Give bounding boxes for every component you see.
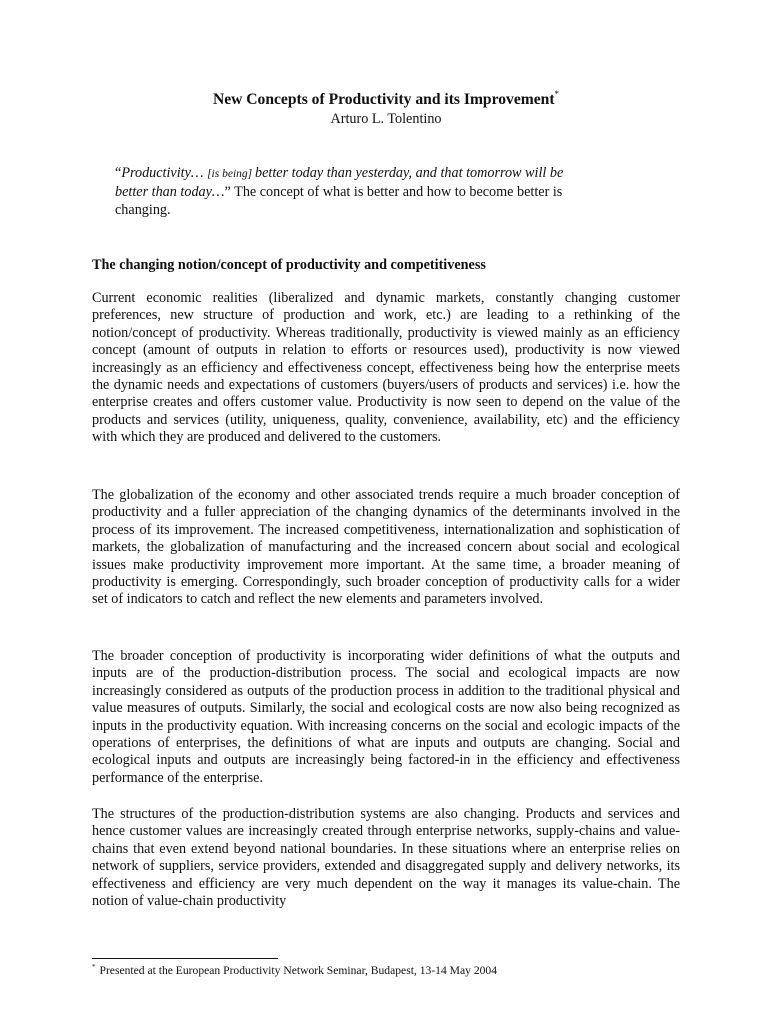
body-paragraph: The broader conception of productivity is incorporating wider definitions of what the outputs and inputs are of the production-distribution process. The social and ecological impacts are now increasingly considered as outputs of the production process in addition to the traditional physical and value measures of outputs. Similarly, the social and ecological costs are now also being recognized as inputs in the productivity equation. With increasing concerns on the social and ecologic impacts of the operations of enterprises, the definitions of what are inputs and outputs are changing. Social and ecological inputs and outputs are increasingly being factored-in in the efficiency and effectiveness performance of the enterprise. [92,648,680,786]
epigraph-open-quote: “ [115,165,122,181]
footnote-divider [92,958,278,959]
document-author: Arturo L. Tolentino [330,111,442,127]
document-title [92,90,680,110]
epigraph-plain: The concept of what is better and how to become better is changing. [115,184,563,219]
title-footnote-mark: * [554,89,560,99]
epigraph-quote [115,164,585,220]
epigraph-bracketed: [is being] [207,168,255,180]
epigraph-italic-1: Productivity… [121,165,208,181]
body-paragraph: Current economic realities (liberalized and dynamic markets, constantly changing customer preferences, new structure of production and work, etc.) are leading to a rethinking of the notion/concept of productivity. Whereas traditionally, productivity is viewed mainly as an efficiency concept (amount of outputs in relation to efforts or resources used), productivity is now viewed increasingly as an efficiency and effectiveness concept, effectiveness being how the enterprise meets the dynamic needs and expectations of customers (buyers/users of products and services) i.e. how the enterprise creates and offers customer value. Productivity is now seen to depend on the value of the products and services (utility, uniqueness, quality, convenience, availability, etc) and the efficiency with which they are produced and delivered to the customers. [92,290,680,446]
footnote-text: Presented at the European Productivity Network Seminar, Budapest, 13-14 May 2004 [99,964,498,977]
footnote-mark: * [92,963,96,971]
footnote [92,964,497,978]
section-heading: The changing notion/concept of productivity and competitiveness [92,257,486,273]
body-paragraph: The globalization of the economy and other associated trends require a much broader conception of productivity and a fuller appreciation of the changing dynamics of the determinants involved in the process of its improvement. The increased competitiveness, internationalization and sophistication of markets, the globalization of manufacturing and the increased concern about social and ecological issues make productivity improvement more important. At the same time, a broader meaning of productivity is emerging. Correspondingly, such broader conception of productivity calls for a wider set of indicators to catch and reflect the new elements and parameters involved. [92,487,680,608]
body-paragraph: The structures of the production-distribution systems are also changing. Products and services and hence customer values are increasingly created through enterprise networks, supply-chains and value-chains that even extend beyond national boundaries. In these situations where an enterprise relies on network of suppliers, service providers, extended and disaggregated supply and delivery networks, its effectiveness and efficiency are very much dependent on the way it manages its value-chain. The notion of value-chain productivity [92,806,680,910]
epigraph-close-quote: ” [224,184,231,201]
title-block [92,90,680,128]
epigraph-italic-2: better today than yesterday, and that tomorrow will be better than today… [115,165,564,201]
document-page [92,0,680,1024]
document-title-text: New Concepts of Productivity and its Improvement [212,91,555,108]
